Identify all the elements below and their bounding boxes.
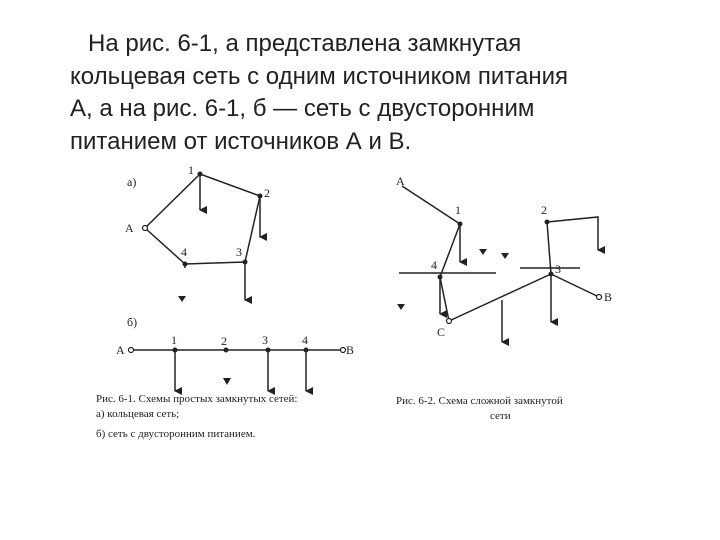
caption-61-item-b: б) сеть с двусторонним питанием.	[96, 428, 256, 440]
feed-source-b	[341, 348, 346, 353]
ring-node-1	[198, 172, 203, 177]
ring-source-label: А	[125, 221, 134, 235]
stray-arrowhead-d	[501, 253, 509, 259]
feed-node-2	[224, 348, 229, 353]
caption-61-item-a: а) кольцевая сеть;	[96, 408, 180, 420]
heading-line-1: На рис. 6-1, а представлена замкнутая	[88, 30, 522, 57]
caption-62-line-2: сети	[490, 410, 511, 422]
edge-a-1	[402, 186, 460, 224]
stray-arrowhead-a	[178, 296, 186, 302]
complex-network-diagram	[399, 186, 599, 342]
complex-source-b	[597, 295, 602, 300]
edge-c-3	[449, 274, 551, 321]
heading-line-4: питанием от источников А и В.	[70, 127, 412, 155]
complex-source-b-label: В	[604, 290, 613, 304]
feed-node-4-label: 4	[302, 333, 308, 347]
fig-b-tag: б)	[127, 315, 138, 329]
feed-node-2-label: 2	[221, 334, 227, 348]
complex-source-c	[447, 319, 452, 324]
feed-node-4	[304, 348, 309, 353]
ring-line	[145, 174, 260, 264]
feed-node-3	[266, 348, 271, 353]
edge-2-right	[547, 217, 598, 250]
complex-node-4-label: 4	[431, 258, 437, 272]
edge-2-3	[547, 222, 551, 274]
ring-node-1-label: 1	[188, 163, 194, 177]
heading-line-2: кольцевая сеть с одним источником питания	[70, 62, 568, 90]
complex-source-a-label: А	[396, 174, 405, 188]
feed-source-a-label: А	[116, 343, 125, 357]
feed-source-a	[129, 348, 134, 353]
ring-node-4-label: 4	[181, 245, 187, 259]
stray-arrowhead-c	[479, 249, 487, 255]
caption-61-title: Рис. 6-1. Схемы простых замкнутых сетей:	[96, 393, 298, 405]
two-sided-network-diagram	[131, 350, 343, 391]
ring-node-3-label: 3	[236, 245, 242, 259]
stray-arrowhead-e	[397, 304, 405, 310]
edge-3-b	[551, 274, 599, 297]
feed-node-1-label: 1	[171, 333, 177, 347]
feed-source-b-label: В	[346, 343, 355, 357]
ring-node-2-label: 2	[264, 186, 270, 200]
complex-node-3	[549, 272, 554, 277]
complex-node-2-label: 2	[541, 203, 547, 217]
caption-62-line-1: Рис. 6-2. Схема сложной замкнутой	[396, 395, 563, 407]
edge-4-c	[440, 277, 449, 321]
ring-network-diagram	[145, 174, 260, 300]
fig-a-tag: а)	[127, 175, 137, 189]
ring-node-4	[183, 262, 188, 267]
complex-node-4	[438, 275, 443, 280]
stray-arrowhead-b	[223, 378, 231, 385]
ring-source-a	[143, 226, 148, 231]
edge-1-4	[440, 224, 460, 277]
ring-node-3	[243, 260, 248, 265]
complex-node-1-label: 1	[455, 203, 461, 217]
ring-node-2	[258, 194, 263, 199]
complex-node-2	[545, 220, 550, 225]
complex-source-c-label: С	[437, 325, 446, 339]
complex-node-3-label: 3	[555, 262, 561, 276]
feed-node-1	[173, 348, 178, 353]
complex-node-1	[458, 222, 463, 227]
feed-node-3-label: 3	[262, 333, 268, 347]
heading-line-3: А, а на рис. 6-1, б — сеть с двусторонним	[70, 95, 535, 122]
